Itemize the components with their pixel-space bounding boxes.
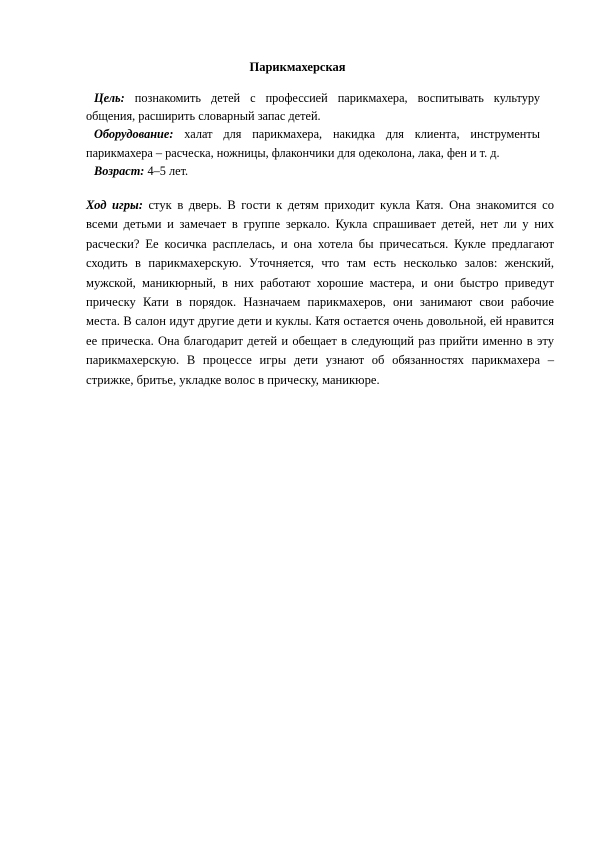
page-title: Парикмахерская <box>249 60 346 74</box>
game-course-text: стук в дверь. В гости к детям приходит кукла Катя. Она знакомится со всеми детьми и замечает в группе зеркало. Кукла спрашивает детей, нет ли у них расчески? Ее косичка расплелась, и она хотела бы причесаться. Кукле предлагают сходить в парикмахерскую. Уточняется, что там есть несколько залов: женский, мужской, маникюрный, в них работают хорошие мастера, и они быстро приведут прическу Кати в порядок. Назначаем парикмахеров, они занимают свои рабочие места. В салон идут другие дети и куклы. Катя остается очень довольной, ей нравится ее прическа. Она благодарит детей и обещает в следующий раз прийти именно в эту парикмахерскую. В процессе игры дети узнают об обязанностях парикмахера – стрижке, бритье, укладке волос в прическу, маникюре. <box>86 198 554 387</box>
equipment-text: халат для парикмахера, накидка для клиента, инструменты парикмахера – расческа, ножницы, флакончики для одеколона, лака, фен и т. д. <box>86 127 540 160</box>
game-course-label: Ход игры: <box>86 198 143 212</box>
game-course-paragraph <box>86 196 554 390</box>
goal-label: Цель: <box>94 91 125 105</box>
age-paragraph <box>86 162 540 180</box>
goal-text: познакомить детей с профессией парикмахера, воспитывать культуру общения, расширить словарный запас детей. <box>86 91 540 124</box>
age-label: Возраст: <box>94 163 145 178</box>
equipment-label: Оборудование: <box>94 127 174 142</box>
equipment-paragraph <box>86 125 540 161</box>
goal-paragraph <box>86 89 540 125</box>
intro-block <box>86 89 540 180</box>
age-text: 4–5 лет. <box>144 163 189 178</box>
game-course-block <box>86 196 554 390</box>
